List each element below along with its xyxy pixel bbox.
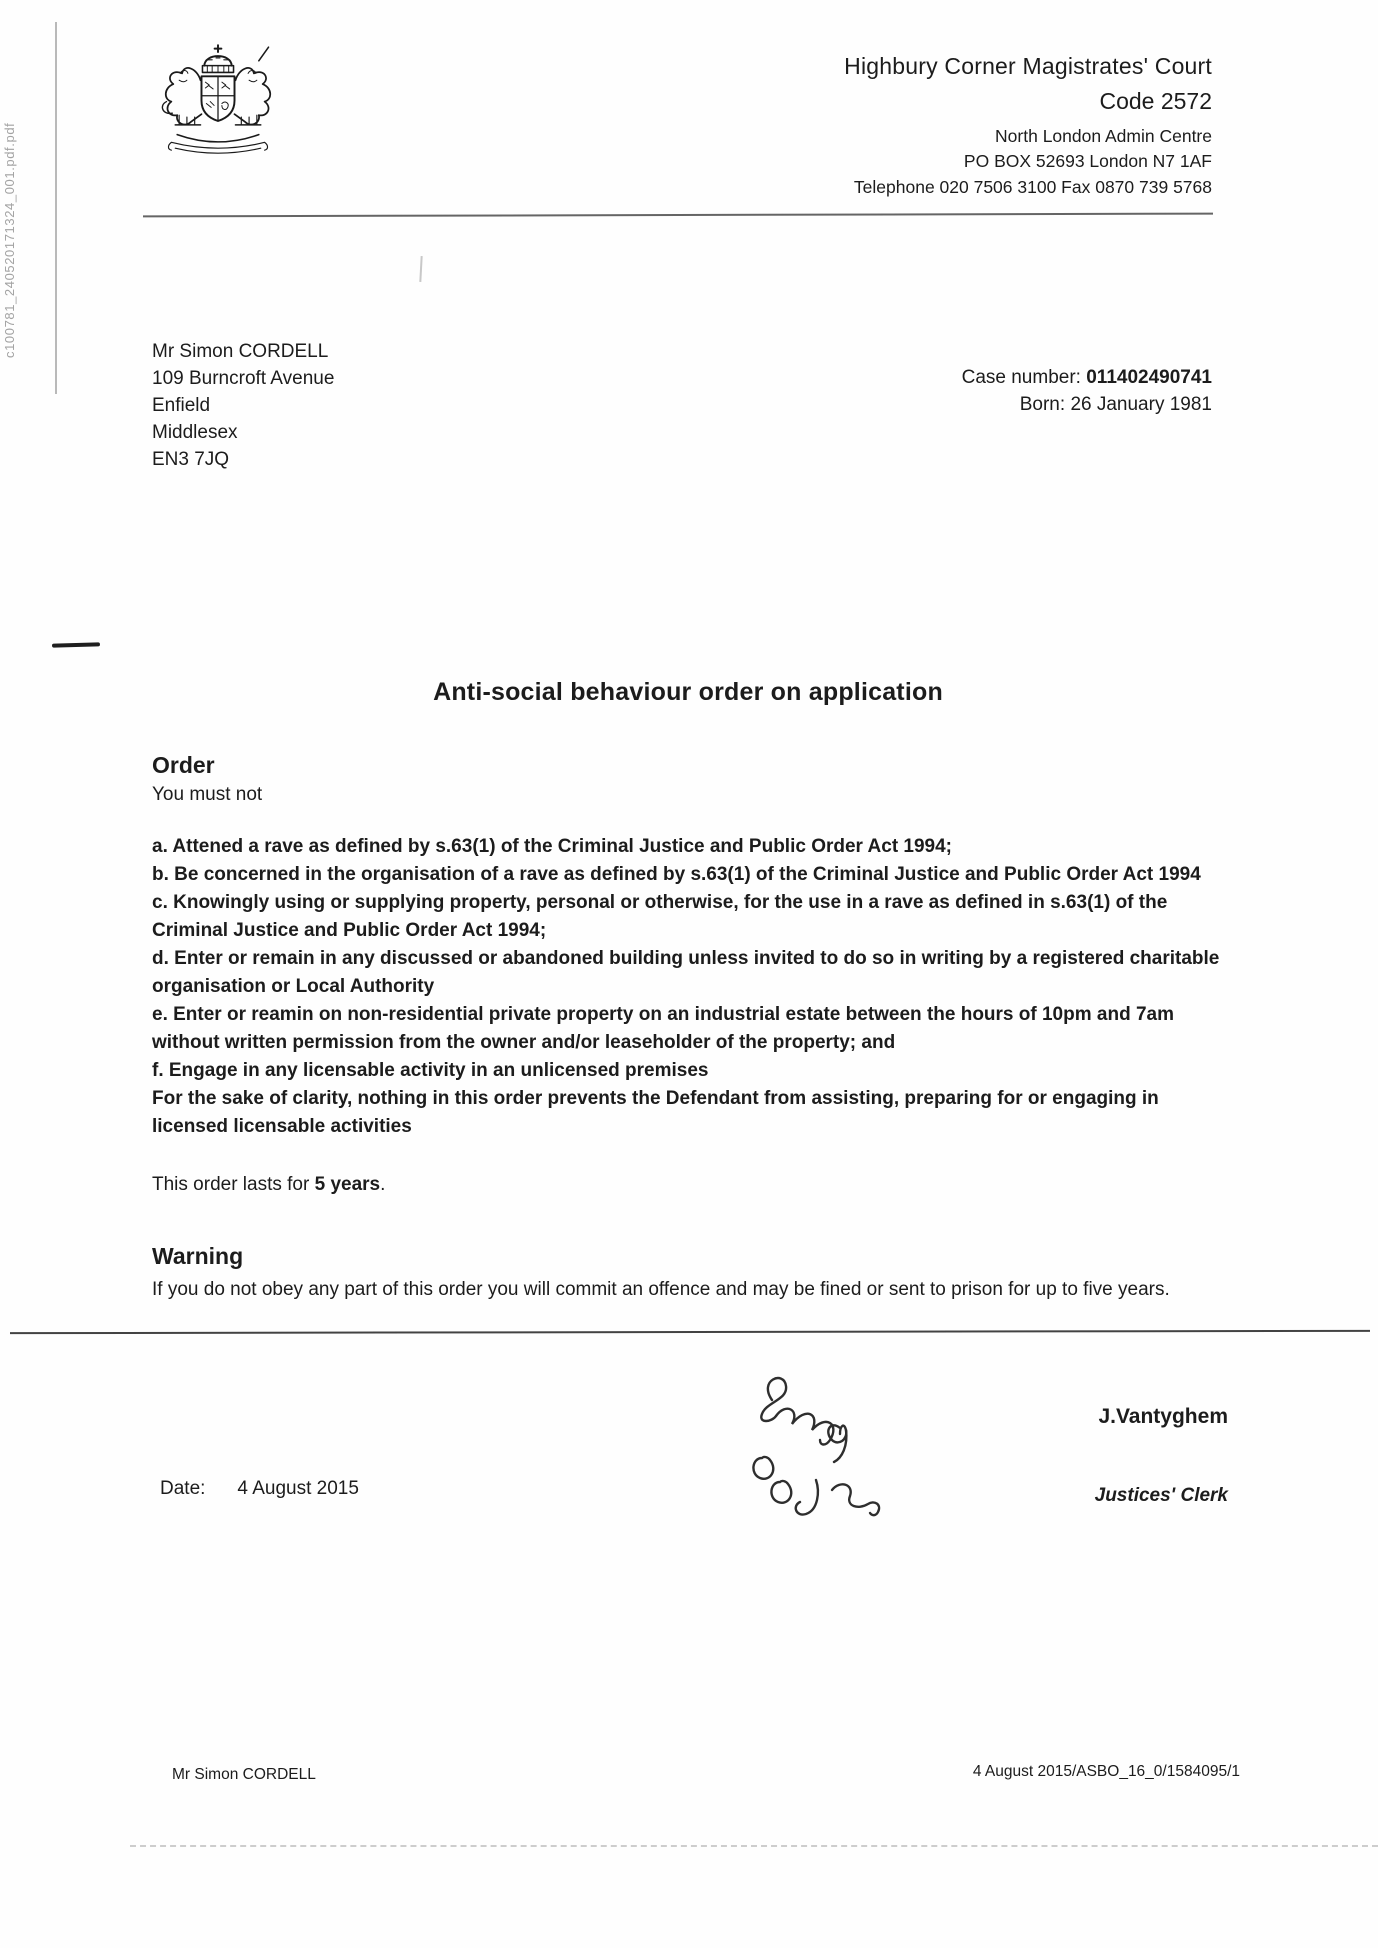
order-duration xyxy=(152,1174,1224,1196)
admin-centre: North London Admin Centre xyxy=(995,125,1212,146)
order-heading: Order xyxy=(152,752,215,778)
page-title: Anti-social behaviour order on application xyxy=(433,678,943,706)
order-item-e: e. Enter or reamin on non-residential private property on an industrial estate between the hours of 10pm and 7am without written permission from the owner and/or leaseholder of the property; and xyxy=(152,1004,1174,1053)
duration-value: 5 years xyxy=(314,1174,381,1195)
scan-edge-line xyxy=(55,22,57,394)
po-box: PO BOX 52693 London N7 1AF xyxy=(963,151,1212,172)
address-line-1: 109 Burncroft Avenue xyxy=(152,368,335,389)
court-code: Code 2572 xyxy=(1099,87,1212,114)
date-label: Date: xyxy=(160,1478,206,1499)
born-label: Born: xyxy=(1019,394,1071,415)
date-value: 4 August 2015 xyxy=(237,1478,359,1499)
dash-mark xyxy=(52,642,100,647)
header-rule xyxy=(143,213,1213,218)
case-number-value: 011402490741 xyxy=(1086,367,1212,388)
born-line xyxy=(652,391,1212,418)
order-item-a: a. Attened a rave as defined by s.63(1) of the Criminal Justice and Public Order Act 1994; xyxy=(152,836,953,857)
royal-coat-of-arms-icon xyxy=(150,42,286,166)
telephone: Telephone 020 7506 3100 Fax 0870 739 5768 xyxy=(853,177,1212,198)
court-name: Highbury Corner Magistrates' Court xyxy=(844,53,1212,79)
recipient-address xyxy=(152,338,334,473)
order-item-f: f. Engage in any licensable activity in an unlicensed premises xyxy=(152,1060,709,1081)
case-number-label: Case number: xyxy=(961,367,1087,388)
scan-bottom-artifact-line xyxy=(130,1845,1378,1847)
born-value: 26 January 1981 xyxy=(1070,394,1212,415)
footer-reference: 4 August 2015/ASBO_16_0/1584095/1 xyxy=(972,1763,1240,1780)
recipient-name: Mr Simon CORDELL xyxy=(152,341,329,362)
case-info xyxy=(652,364,1212,418)
scan-filename-vertical: c100781_240520171324_001.pdf.pdf xyxy=(2,122,17,358)
footer-recipient-name: Mr Simon CORDELL xyxy=(172,1766,316,1783)
order-clarity-note: For the sake of clarity, nothing in this order prevents the Defendant from assisting, preparing for or engaging in licensed licensable activities xyxy=(152,1088,1159,1137)
order-section xyxy=(152,752,1224,1196)
order-item-c: c. Knowingly using or supplying property, personal or otherwise, for the use in a rave as defined in s.63(1) of the Criminal Justice and Public Order Act 1994; xyxy=(152,892,1168,941)
clerk-block xyxy=(1016,1405,1228,1507)
warning-section xyxy=(152,1243,1252,1304)
order-item-b: b. Be concerned in the organisation of a rave as defined by s.63(1) of the Criminal Justice and Public Order Act 1994 xyxy=(152,864,1201,885)
clerk-role: Justices' Clerk xyxy=(1094,1485,1228,1506)
warning-heading: Warning xyxy=(152,1243,244,1269)
address-postcode: EN3 7JQ xyxy=(152,449,230,470)
warning-text: If you do not obey any part of this order you will commit an offence and may be fined or sent to prison for up to five years. xyxy=(152,1279,1170,1300)
clerk-name: J.Vantyghem xyxy=(1098,1405,1228,1428)
date-line xyxy=(160,1478,359,1500)
order-item-d: d. Enter or remain in any discussed or abandoned building unless invited to do so in writing by a registered charitable organisation or Local Authority xyxy=(152,948,1220,997)
order-intro: You must not xyxy=(152,784,263,805)
scan-strike-line xyxy=(10,1330,1370,1334)
duration-period: . xyxy=(380,1174,386,1195)
duration-prefix: This order lasts for xyxy=(152,1174,315,1195)
case-number-line xyxy=(652,364,1212,391)
signature-scribble xyxy=(728,1362,918,1542)
scan-scratch-mark xyxy=(419,256,422,282)
address-line-3: Middlesex xyxy=(152,422,238,443)
address-line-2: Enfield xyxy=(152,395,211,416)
letterhead xyxy=(492,52,1212,199)
